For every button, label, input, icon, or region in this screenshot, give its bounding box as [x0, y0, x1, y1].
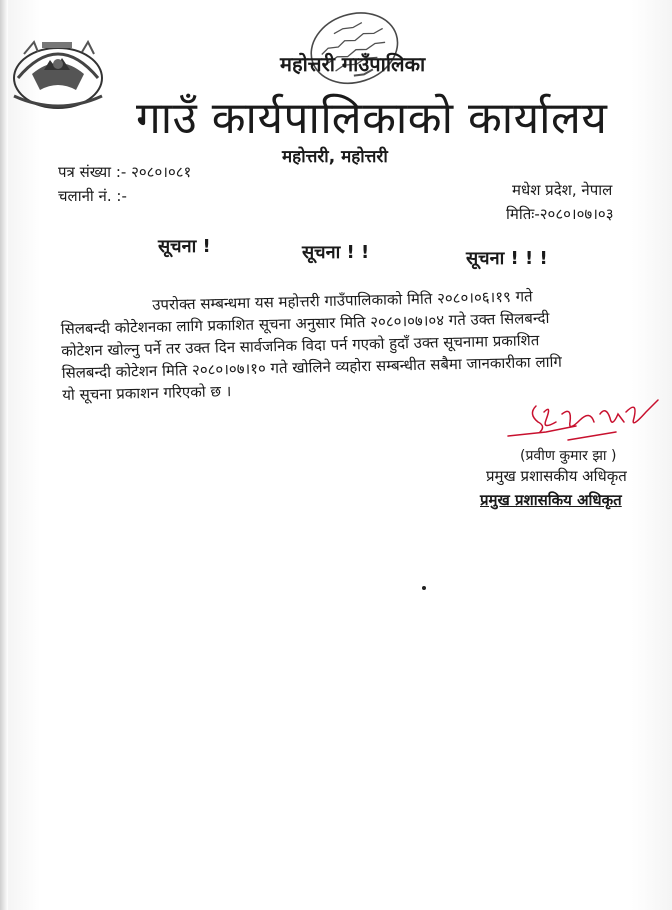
page-shadow-edge — [0, 0, 8, 910]
letter-date: मितिः-२०८०।०७।०३ — [506, 205, 614, 223]
province-line: मधेश प्रदेश, नेपाल — [512, 181, 613, 199]
body-line: यो सूचना प्रकाशन गरिएको छ । — [62, 382, 232, 404]
notice-body — [60, 282, 658, 405]
body-line: उपरोक्त सम्बन्धमा यस महोत्तरी गाउँपालिकाको मिति २०८०।०६।१९ गते — [152, 287, 533, 314]
stray-mark — [422, 586, 426, 590]
signatory-name: (प्रवीण कुमार झा ) — [520, 448, 617, 464]
notice-heading-2: सूचना ! ! — [302, 242, 370, 263]
body-line: कोटेशन खोल्नु पर्ने तर उक्त दिन सार्वजनिक विदा पर्न गएको हुदाँ उक्त सूचनामा प्रकाशित — [61, 331, 540, 360]
dispatch-number: चलानी नं. :- — [58, 187, 127, 205]
handwritten-signature — [506, 392, 666, 452]
signatory-title: प्रमुख प्रशासकीय अधिकृत — [486, 467, 627, 485]
body-line: सिलबन्दी कोटेशन मिति २०८०।०७।१० गते खोलिने व्यहोरा सम्बन्धीत सबैमा जानकारीका लागि — [61, 352, 563, 382]
nepal-emblem-icon — [4, 34, 112, 114]
notice-heading-1: सूचना ! — [158, 236, 211, 257]
signatory-title-stamped: प्रमुख प्रशासकिय अधिकृत — [480, 491, 622, 509]
letter-number: पत्र संख्या :- २०८०।०८१ — [58, 163, 192, 181]
body-line: सिलबन्दी कोटेशनका लागि प्रकाशित सूचना अनुसार मिति २०८०।०७।०४ गते उक्त सिलबन्दी — [60, 308, 550, 338]
district-line: महोत्तरी, महोत्तरी — [282, 147, 388, 167]
office-title: गाउँ कार्यपालिकाको कार्यालय — [136, 93, 608, 144]
notice-heading-3: सूचना ! ! ! — [466, 248, 548, 269]
municipality-name: महोत्तरी गाउँपालिका — [280, 52, 426, 76]
